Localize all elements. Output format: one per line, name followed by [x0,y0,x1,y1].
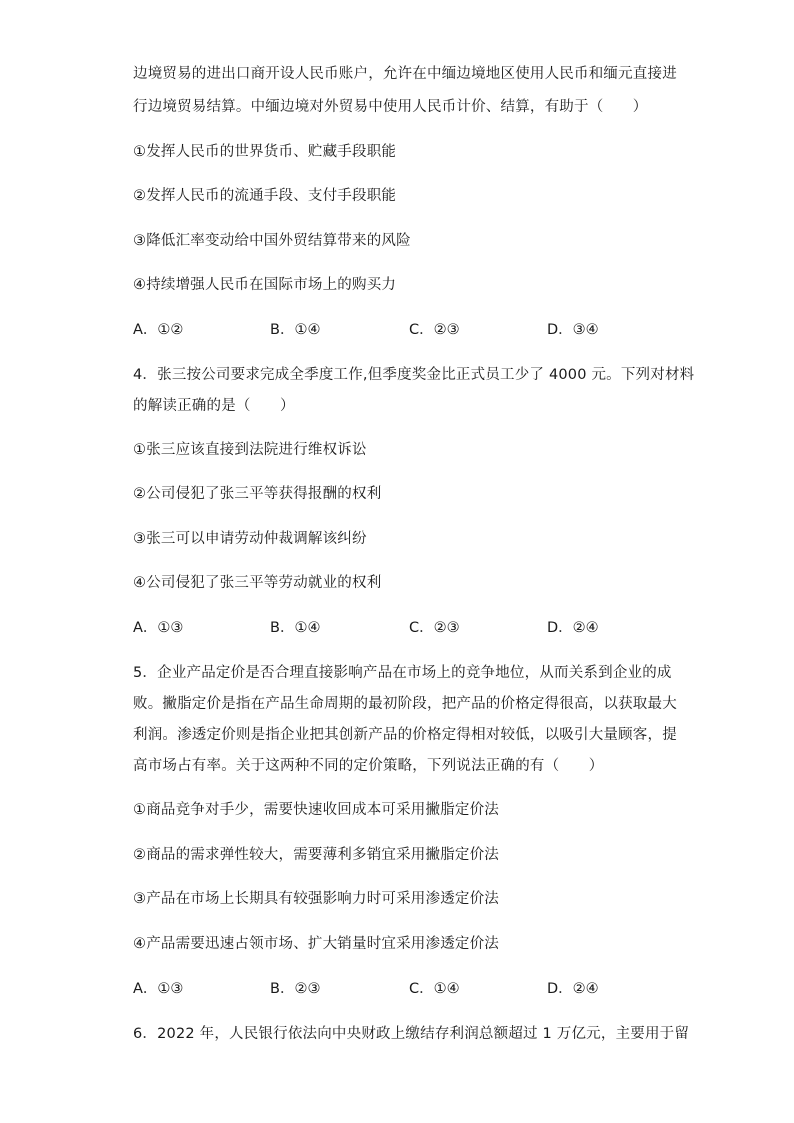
q4-options [133,618,653,638]
q4-item-3: ③张三可以申请劳动仲裁调解该纠纷 [133,531,367,547]
q3-option-d: D．③④ [547,322,599,338]
q5-item-4: ④产品需要迅速占领市场、扩大销量时宜采用渗透定价法 [133,936,499,952]
q4-option-d: D．②④ [547,620,599,636]
q5-option-d: D．②④ [547,981,599,997]
q4-item-1: ①张三应该直接到法院进行维权诉讼 [133,442,367,458]
q3-stem-line-2: 行边境贸易结算。中缅边境对外贸易中使用人民币计价、结算，有助于（ ） [133,99,648,115]
q4-option-b: B．①④ [270,620,321,636]
q5-stem-line-1: 5．企业产品定价是否合理直接影响产品在市场上的竞争地位，从而关系到企业的成 [133,665,672,681]
q3-item-1: ①发挥人民币的世界货币、贮藏手段职能 [133,144,397,160]
q4-option-c: C．②③ [409,620,460,636]
q6-stem-line-1: 6．2022 年，人民银行依法向中央财政上缴结存利润总额超过 1 万亿元，主要用于留 [133,1026,690,1042]
q5-item-2: ②商品的需求弹性较大，需要薄利多销宜采用撇脂定价法 [133,847,499,863]
q3-item-4: ④持续增强人民币在国际市场上的购买力 [133,277,397,293]
q4-stem-line-1: 4．张三按公司要求完成全季度工作,但季度奖金比正式员工少了 4000 元。下列对材料 [133,367,695,383]
q3-option-c: C．②③ [409,322,460,338]
q5-stem-line-2: 败。撇脂定价是指在产品生命周期的最初阶段，把产品的价格定得很高，以获取最大 [133,696,677,712]
q5-option-c: C．①④ [409,981,460,997]
q3-option-b: B．①④ [270,322,321,338]
q5-item-1: ①商品竞争对手少，需要快速收回成本可采用撇脂定价法 [133,802,499,818]
q3-options [133,320,653,340]
q4-item-2: ②公司侵犯了张三平等获得报酬的权利 [133,486,382,502]
q5-item-3: ③产品在市场上长期具有较强影响力时可采用渗透定价法 [133,891,499,907]
q3-stem-line-1: 边境贸易的进出口商开设人民币账户，允许在中缅边境地区使用人民币和缅元直接进 [133,66,677,82]
q5-option-a: A．①③ [133,981,184,997]
q4-option-a: A．①③ [133,620,184,636]
q4-stem-line-2: 的解读正确的是（ ） [133,398,295,414]
q4-item-4: ④公司侵犯了张三平等劳动就业的权利 [133,575,382,591]
q3-option-a: A．①② [133,322,184,338]
q5-stem-line-3: 利润。渗透定价则是指企业把其创新产品的价格定得相对较低，以吸引大量顾客，提 [133,727,677,743]
q5-stem-line-4: 高市场占有率。关于这两种不同的定价策略，下列说法正确的有（ ） [133,758,604,774]
q5-options [133,979,653,999]
q3-item-3: ③降低汇率变动给中国外贸结算带来的风险 [133,233,411,249]
q5-option-b: B．②③ [270,981,321,997]
q3-item-2: ②发挥人民币的流通手段、支付手段职能 [133,188,397,204]
